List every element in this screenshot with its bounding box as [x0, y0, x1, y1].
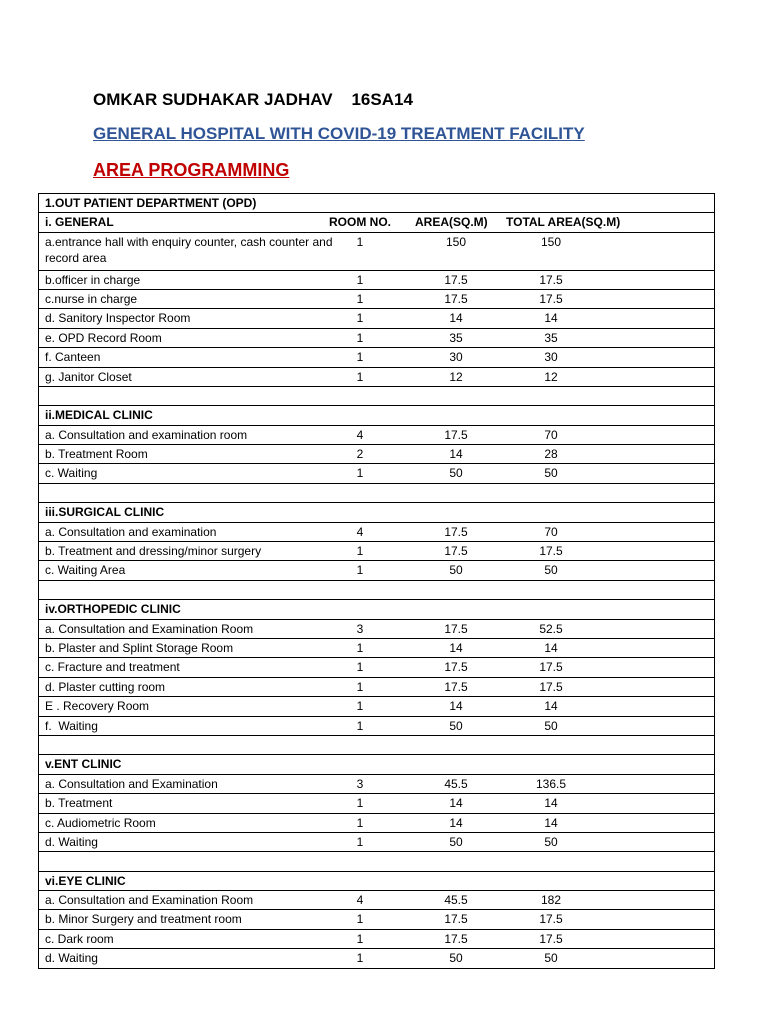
room-area: 50	[449, 466, 463, 481]
table-row	[39, 270, 715, 289]
table-row	[39, 367, 715, 386]
room-count: 1	[356, 330, 364, 345]
room-count: 1	[356, 272, 364, 287]
blank-row	[39, 386, 715, 405]
total-area: 14	[544, 311, 558, 326]
column-header-total: TOTAL AREA(SQ.M)	[506, 215, 621, 230]
total-area: 35	[544, 330, 558, 345]
total-area: 50	[544, 563, 558, 578]
section-title-row	[39, 213, 715, 232]
space-name: a. Consultation and Examination Room	[45, 893, 254, 908]
total-area: 70	[544, 524, 558, 539]
space-name: d. Waiting	[45, 951, 98, 966]
space-name: c. Waiting	[45, 466, 98, 481]
table-row	[39, 309, 715, 328]
total-area: 14	[544, 815, 558, 830]
room-count: 4	[356, 893, 364, 908]
room-area: 17.5	[444, 291, 468, 306]
room-area: 45.5	[444, 776, 468, 791]
room-count: 4	[356, 524, 364, 539]
table-row	[39, 445, 715, 464]
total-area: 52.5	[539, 621, 563, 636]
room-count: 1	[356, 699, 364, 714]
room-count: 1	[356, 369, 364, 384]
room-area: 35	[449, 330, 463, 345]
space-name: b. Treatment Room	[45, 447, 148, 462]
room-area: 30	[449, 350, 463, 365]
table-row	[39, 774, 715, 793]
total-area: 12	[544, 369, 558, 384]
total-area: 14	[544, 641, 558, 655]
space-name: b. Treatment and dressing/minor surgery	[45, 544, 262, 559]
table-row	[39, 561, 715, 580]
space-name: g. Janitor Closet	[45, 369, 132, 384]
space-name: b.officer in charge	[45, 272, 141, 287]
project-title: GENERAL HOSPITAL WITH COVID-19 TREATMENT FACILITY	[93, 124, 585, 143]
space-name: e. OPD Record Room	[45, 330, 162, 345]
room-count: 1	[356, 234, 364, 249]
space-name: f. Canteen	[45, 350, 101, 365]
table-row	[39, 658, 715, 677]
total-area: 17.5	[539, 660, 563, 675]
space-name: c. Dark room	[45, 931, 114, 946]
space-name: b. Minor Surgery and treatment room	[45, 912, 242, 927]
space-name: d. Plaster cutting room	[45, 679, 166, 694]
room-count: 1	[356, 466, 364, 481]
total-area: 28	[544, 447, 558, 462]
room-count: 1	[356, 563, 364, 578]
room-count: 1	[356, 311, 364, 326]
section-title-row	[39, 871, 715, 890]
document-title: AREA PROGRAMMING	[93, 160, 290, 180]
section-title: ii.MEDICAL CLINIC	[45, 408, 153, 423]
total-area: 50	[544, 834, 558, 849]
table-row	[39, 910, 715, 929]
room-area: 45.5	[444, 893, 468, 908]
table-row	[39, 522, 715, 541]
table-row	[39, 542, 715, 561]
room-count: 1	[356, 291, 364, 306]
room-area: 17.5	[444, 621, 468, 636]
table-row	[39, 949, 715, 968]
total-area: 17.5	[539, 272, 563, 287]
total-area: 150	[540, 234, 562, 249]
space-name: c. Waiting Area	[45, 563, 126, 578]
room-area: 17.5	[444, 544, 468, 559]
room-area: 150	[445, 234, 467, 249]
space-name: d. Sanitory Inspector Room	[45, 311, 191, 326]
table-row	[39, 328, 715, 347]
room-area: 14	[449, 311, 463, 326]
table-body	[39, 194, 715, 969]
total-area: 17.5	[539, 291, 563, 306]
room-area: 14	[449, 447, 463, 462]
section-title: iv.ORTHOPEDIC CLINIC	[45, 602, 181, 617]
total-area: 30	[544, 350, 558, 365]
table-row	[39, 813, 715, 832]
section-title-row	[39, 503, 715, 522]
room-area: 17.5	[444, 272, 468, 287]
table-row	[39, 232, 715, 270]
room-count: 1	[356, 951, 364, 966]
total-area: 17.5	[539, 912, 563, 927]
department-row	[39, 194, 715, 213]
room-count: 3	[356, 776, 364, 791]
author-line: OMKAR SUDHAKAR JADHAV 16SA14	[93, 90, 413, 109]
blank-row	[39, 735, 715, 754]
room-count: 2	[356, 447, 364, 462]
room-area: 50	[449, 951, 463, 966]
table-row	[39, 639, 715, 658]
room-count: 1	[356, 660, 364, 675]
section-title-row	[39, 600, 715, 619]
room-area: 14	[449, 796, 463, 811]
total-area: 50	[544, 466, 558, 481]
room-area: 14	[449, 699, 463, 714]
space-name: a. Consultation and Examination	[45, 776, 218, 791]
total-area: 17.5	[539, 544, 563, 559]
room-area: 17.5	[444, 427, 468, 442]
table-row	[39, 289, 715, 308]
table-row	[39, 697, 715, 716]
total-area: 17.5	[539, 679, 563, 694]
room-area: 50	[449, 834, 463, 849]
room-area: 17.5	[444, 931, 468, 946]
room-area: 17.5	[444, 912, 468, 927]
space-name: d. Waiting	[45, 834, 98, 849]
total-area: 17.5	[539, 931, 563, 946]
room-count: 1	[356, 718, 364, 733]
room-count: 4	[356, 427, 364, 442]
room-area: 17.5	[444, 524, 468, 539]
room-count: 1	[356, 931, 364, 946]
room-count: 1	[356, 834, 364, 849]
room-count: 1	[356, 679, 364, 694]
area-programming-table	[38, 193, 715, 969]
table-row	[39, 891, 715, 910]
blank-row	[39, 580, 715, 599]
room-area: 50	[449, 718, 463, 733]
space-name: a. Consultation and Examination Room	[45, 621, 254, 636]
space-name: b. Plaster and Splint Storage Room	[45, 641, 234, 655]
space-name: c. Audiometric Room	[45, 815, 156, 830]
room-area: 14	[449, 815, 463, 830]
space-name: a. Consultation and examination	[45, 524, 217, 539]
room-count: 1	[356, 796, 364, 811]
space-name: E . Recovery Room	[45, 699, 150, 714]
column-header-room: ROOM NO.	[329, 215, 391, 230]
room-area: 12	[449, 369, 463, 384]
table-row	[39, 929, 715, 948]
total-area: 182	[540, 893, 562, 908]
table-row	[39, 716, 715, 735]
total-area: 50	[544, 718, 558, 733]
room-area: 17.5	[444, 660, 468, 675]
space-name: c.nurse in charge	[45, 291, 138, 306]
total-area: 50	[544, 951, 558, 966]
room-count: 1	[356, 912, 364, 927]
space-name: b. Treatment	[45, 796, 113, 811]
room-count: 1	[356, 641, 364, 655]
room-area: 50	[449, 563, 463, 578]
blank-row	[39, 483, 715, 502]
section-title-row	[39, 755, 715, 774]
section-title: iii.SURGICAL CLINIC	[45, 505, 165, 520]
department-title: 1.OUT PATIENT DEPARTMENT (OPD)	[45, 196, 257, 210]
table-row	[39, 348, 715, 367]
column-header-area: AREA(SQ.M)	[415, 215, 488, 230]
section-title: v.ENT CLINIC	[45, 757, 122, 772]
total-area: 14	[544, 796, 558, 811]
room-count: 1	[356, 815, 364, 830]
blank-row	[39, 852, 715, 871]
section-title-row	[39, 406, 715, 425]
room-area: 14	[449, 641, 463, 655]
section-title: vi.EYE CLINIC	[45, 873, 126, 888]
room-count: 3	[356, 621, 364, 636]
space-name: a.entrance hall with enquiry counter, cash counter and record area	[45, 234, 333, 265]
space-name: f. Waiting	[45, 718, 98, 733]
total-area: 70	[544, 427, 558, 442]
total-area: 136.5	[535, 776, 567, 791]
table-row	[39, 677, 715, 696]
table-row	[39, 619, 715, 638]
space-name: a. Consultation and examination room	[45, 427, 248, 442]
table-row	[39, 425, 715, 444]
room-area: 17.5	[444, 679, 468, 694]
section-title: i. GENERAL	[45, 215, 114, 230]
table-row	[39, 794, 715, 813]
room-count: 1	[356, 350, 364, 365]
table-row	[39, 832, 715, 851]
space-name: c. Fracture and treatment	[45, 660, 180, 675]
table-row	[39, 464, 715, 483]
room-count: 1	[356, 544, 364, 559]
total-area: 14	[544, 699, 558, 714]
